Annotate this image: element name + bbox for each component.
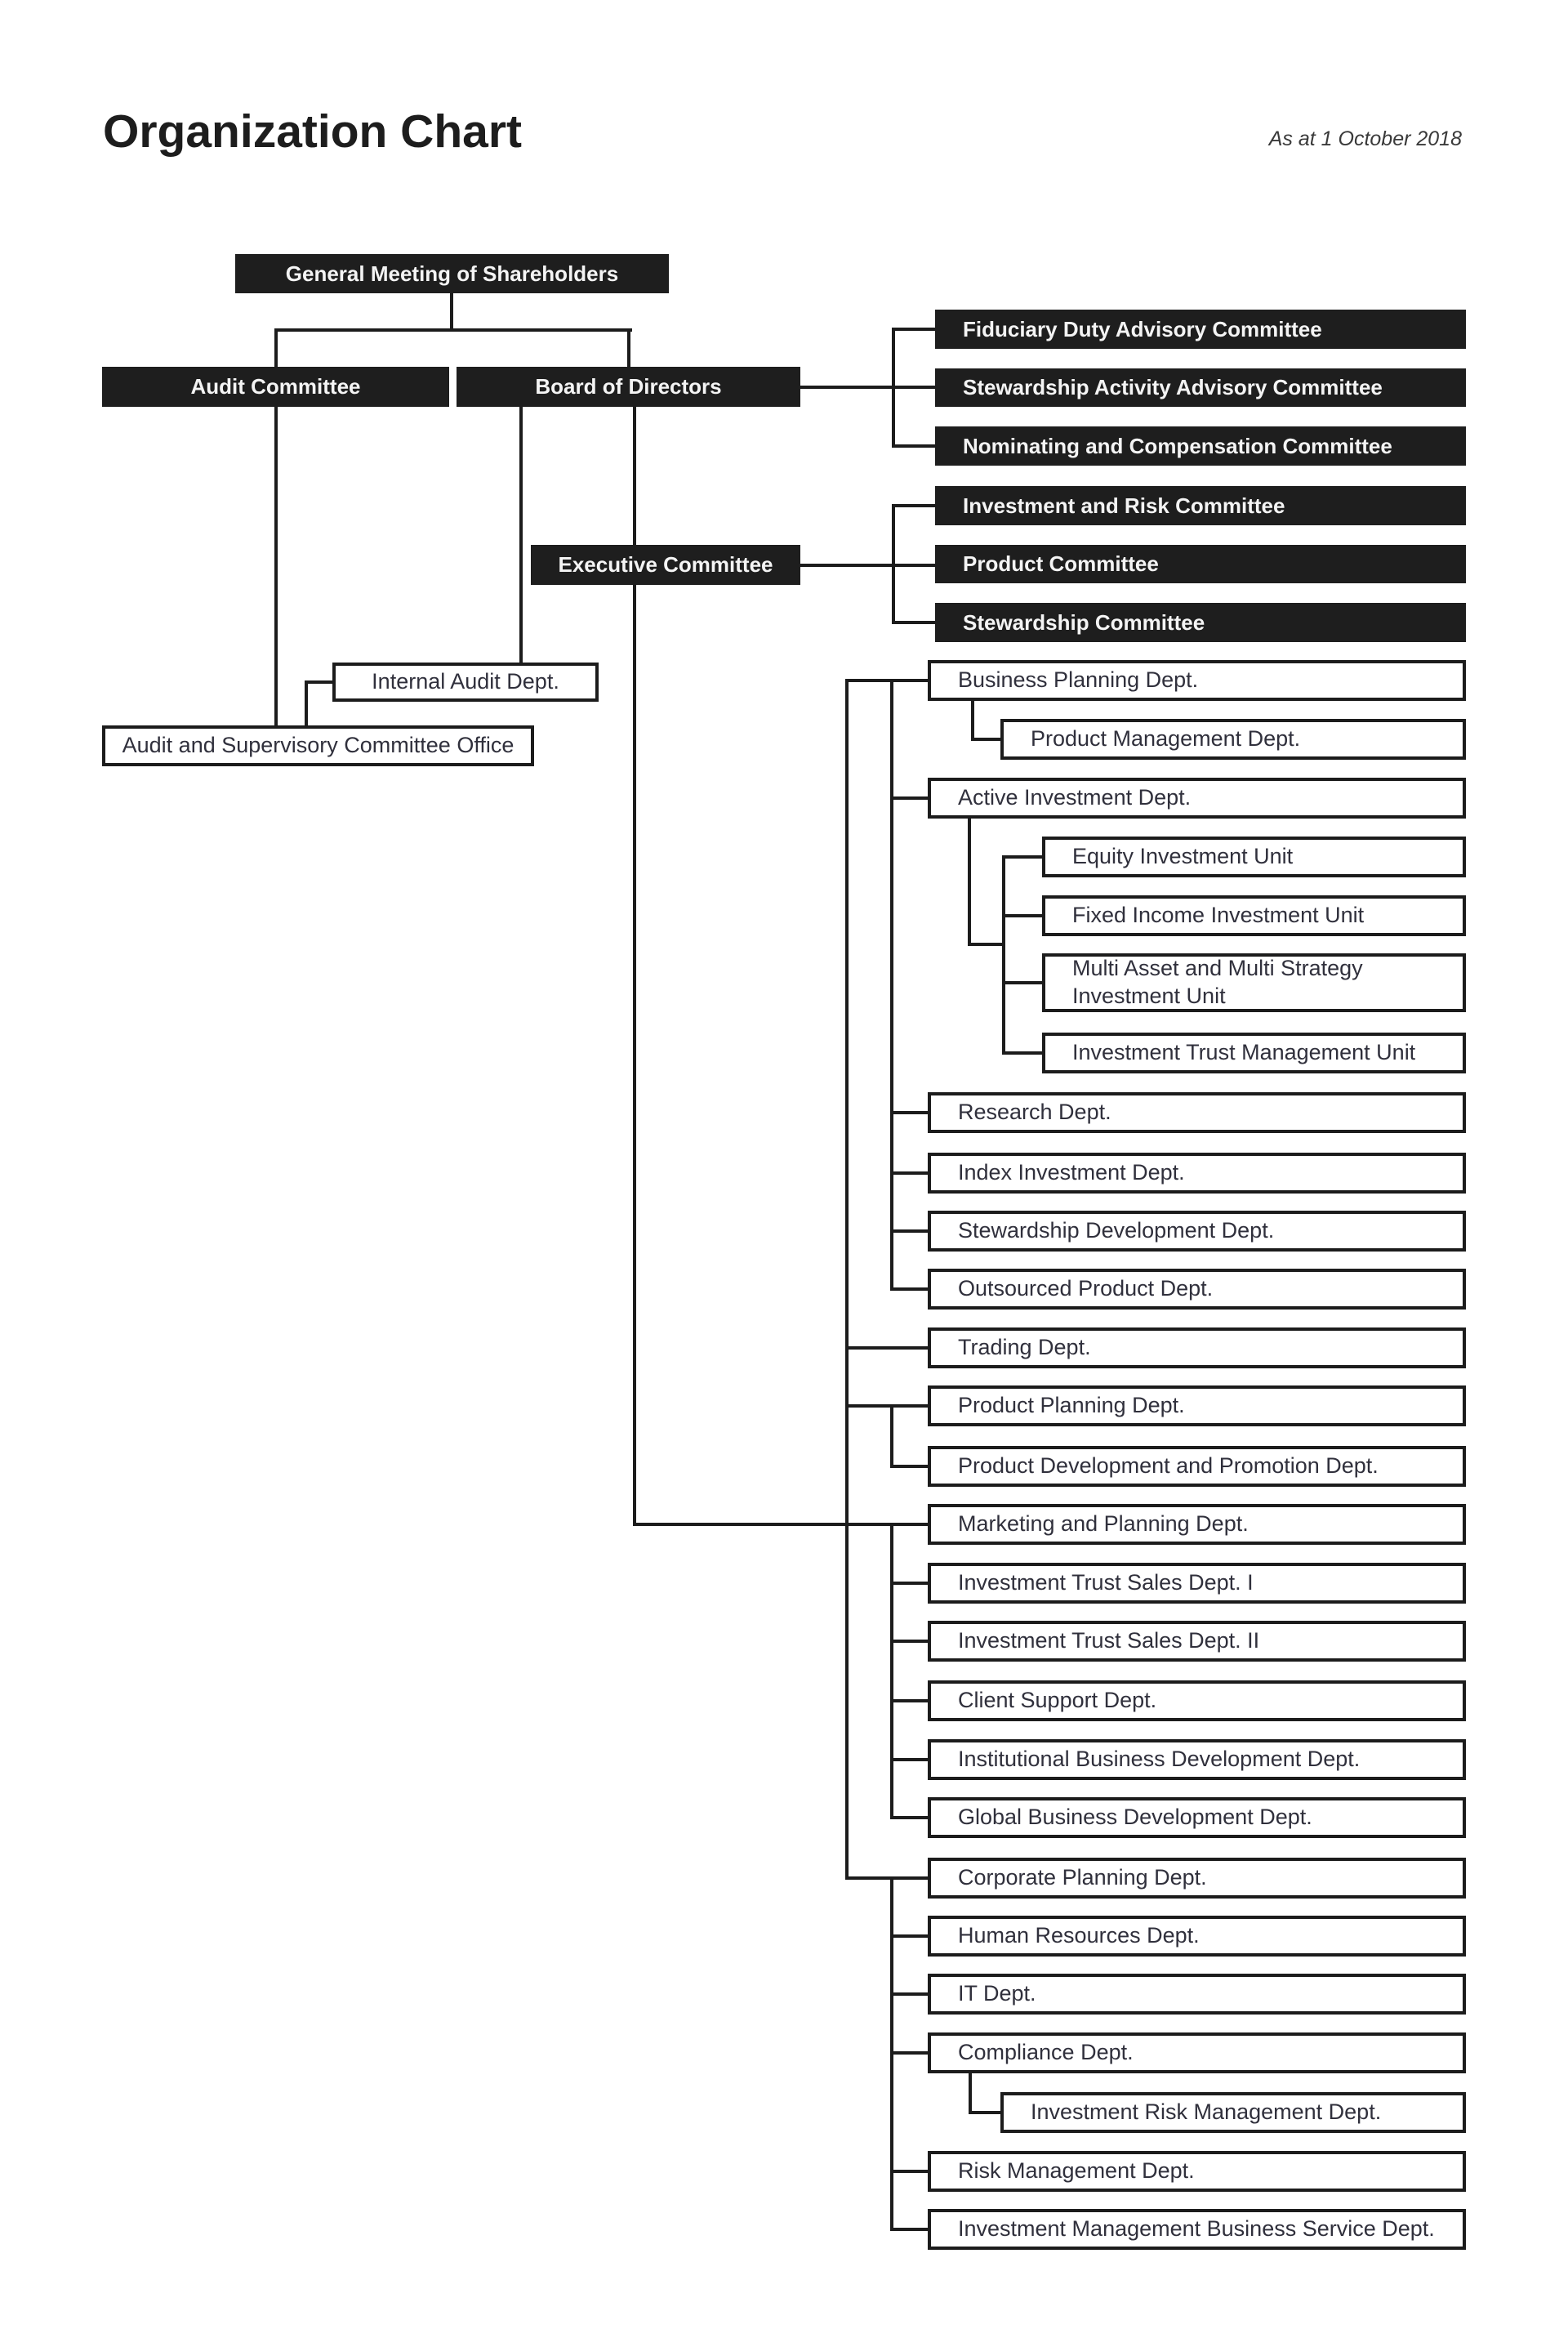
connector-line — [890, 2170, 928, 2173]
connector-line — [845, 679, 928, 682]
connector-line — [890, 1229, 928, 1233]
node-global-business-development-dept: Global Business Development Dept. — [928, 1797, 1466, 1838]
connector-line — [890, 1287, 928, 1291]
node-executive-committee: Executive Committee — [531, 545, 800, 585]
connector-line — [519, 407, 523, 663]
node-internal-audit-dept: Internal Audit Dept. — [332, 663, 599, 702]
connector-line — [1002, 914, 1042, 917]
node-general-meeting-of-shareholders: General Meeting of Shareholders — [235, 254, 669, 293]
connector-line — [892, 328, 895, 448]
node-audit-and-supervisory-committee-office: Audit and Supervisory Committee Office — [102, 725, 534, 766]
connector-line — [890, 679, 893, 1291]
node-stewardship-committee: Stewardship Committee — [935, 603, 1466, 642]
connector-line — [274, 328, 632, 332]
node-risk-management-dept: Risk Management Dept. — [928, 2151, 1466, 2192]
node-product-planning-dept: Product Planning Dept. — [928, 1385, 1466, 1426]
connector-line — [890, 1404, 893, 1468]
node-fiduciary-duty-advisory-committee: Fiduciary Duty Advisory Committee — [935, 310, 1466, 349]
connector-line — [450, 293, 453, 332]
node-human-resources-dept: Human Resources Dept. — [928, 1916, 1466, 1957]
connector-line — [633, 407, 636, 545]
node-audit-committee: Audit Committee — [102, 367, 449, 407]
connector-line — [890, 796, 928, 800]
connector-line — [890, 1758, 928, 1761]
node-compliance-dept: Compliance Dept. — [928, 2032, 1466, 2073]
connector-line — [892, 504, 935, 507]
connector-line — [845, 679, 849, 1880]
node-active-investment-dept: Active Investment Dept. — [928, 778, 1466, 819]
connector-line — [800, 564, 935, 567]
connector-line — [1002, 1051, 1042, 1055]
node-product-committee: Product Committee — [935, 545, 1466, 583]
connector-line — [969, 2073, 972, 2114]
node-institutional-business-development-dept: Institutional Business Development Dept. — [928, 1739, 1466, 1780]
connector-line — [627, 328, 630, 367]
node-investment-and-risk-committee: Investment and Risk Committee — [935, 486, 1466, 525]
node-fixed-income-investment-unit: Fixed Income Investment Unit — [1042, 895, 1466, 936]
node-index-investment-dept: Index Investment Dept. — [928, 1153, 1466, 1194]
node-investment-management-business-service-dept: Investment Management Business Service Dept. — [928, 2209, 1466, 2250]
connector-line — [1002, 855, 1042, 859]
node-multi-asset-and-multi-strategy-investment-unit: Multi Asset and Multi Strategy Investment Unit — [1042, 953, 1466, 1012]
connector-line — [890, 1111, 928, 1114]
node-corporate-planning-dept: Corporate Planning Dept. — [928, 1858, 1466, 1899]
node-board-of-directors: Board of Directors — [457, 367, 800, 407]
connector-line — [890, 1640, 928, 1643]
node-marketing-and-planning-dept: Marketing and Planning Dept. — [928, 1504, 1466, 1545]
connector-line — [969, 2111, 1000, 2114]
connector-line — [890, 1992, 928, 1996]
node-outsourced-product-dept: Outsourced Product Dept. — [928, 1269, 1466, 1310]
node-stewardship-activity-advisory-committee: Stewardship Activity Advisory Committee — [935, 368, 1466, 407]
node-stewardship-development-dept: Stewardship Development Dept. — [928, 1211, 1466, 1252]
connector-line — [1002, 981, 1042, 984]
connector-line — [305, 680, 308, 727]
node-client-support-dept: Client Support Dept. — [928, 1680, 1466, 1721]
connector-line — [890, 1816, 928, 1819]
connector-line — [890, 2051, 928, 2055]
connector-line — [305, 680, 332, 684]
node-investment-trust-sales-dept-1: Investment Trust Sales Dept. I — [928, 1563, 1466, 1604]
node-research-dept: Research Dept. — [928, 1092, 1466, 1133]
connector-line — [892, 504, 895, 624]
connector-line — [845, 1404, 928, 1408]
as-at-date: As at 1 October 2018 — [1268, 127, 1462, 150]
node-investment-trust-management-unit: Investment Trust Management Unit — [1042, 1033, 1466, 1073]
node-equity-investment-unit: Equity Investment Unit — [1042, 837, 1466, 877]
node-product-management-dept: Product Management Dept. — [1000, 719, 1466, 760]
node-trading-dept: Trading Dept. — [928, 1327, 1466, 1368]
connector-line — [890, 1934, 928, 1938]
connector-line — [890, 1171, 928, 1175]
connector-line — [890, 1582, 928, 1585]
connector-line — [800, 386, 935, 389]
connector-line — [968, 943, 1005, 946]
connector-line — [274, 407, 278, 725]
connector-line — [892, 621, 935, 624]
node-it-dept: IT Dept. — [928, 1974, 1466, 2015]
node-product-development-and-promotion-dept: Product Development and Promotion Dept. — [928, 1446, 1466, 1487]
connector-line — [892, 328, 935, 331]
connector-line — [633, 1523, 928, 1526]
connector-line — [890, 1465, 928, 1468]
connector-line — [845, 1346, 928, 1350]
connector-line — [1002, 855, 1005, 1055]
connector-line — [845, 1876, 928, 1880]
node-business-planning-dept: Business Planning Dept. — [928, 660, 1466, 701]
node-nominating-and-compensation-committee: Nominating and Compensation Committee — [935, 426, 1466, 466]
connector-line — [890, 1699, 928, 1702]
connector-line — [971, 701, 974, 741]
connector-line — [633, 585, 636, 1526]
page-title: Organization Chart — [103, 105, 523, 158]
connector-line — [890, 1523, 893, 1819]
node-investment-trust-sales-dept-2: Investment Trust Sales Dept. II — [928, 1621, 1466, 1662]
connector-line — [971, 738, 1000, 741]
connector-line — [274, 328, 278, 367]
node-investment-risk-management-dept: Investment Risk Management Dept. — [1000, 2092, 1466, 2133]
connector-line — [892, 444, 935, 448]
connector-line — [968, 819, 971, 946]
connector-line — [890, 2228, 928, 2231]
